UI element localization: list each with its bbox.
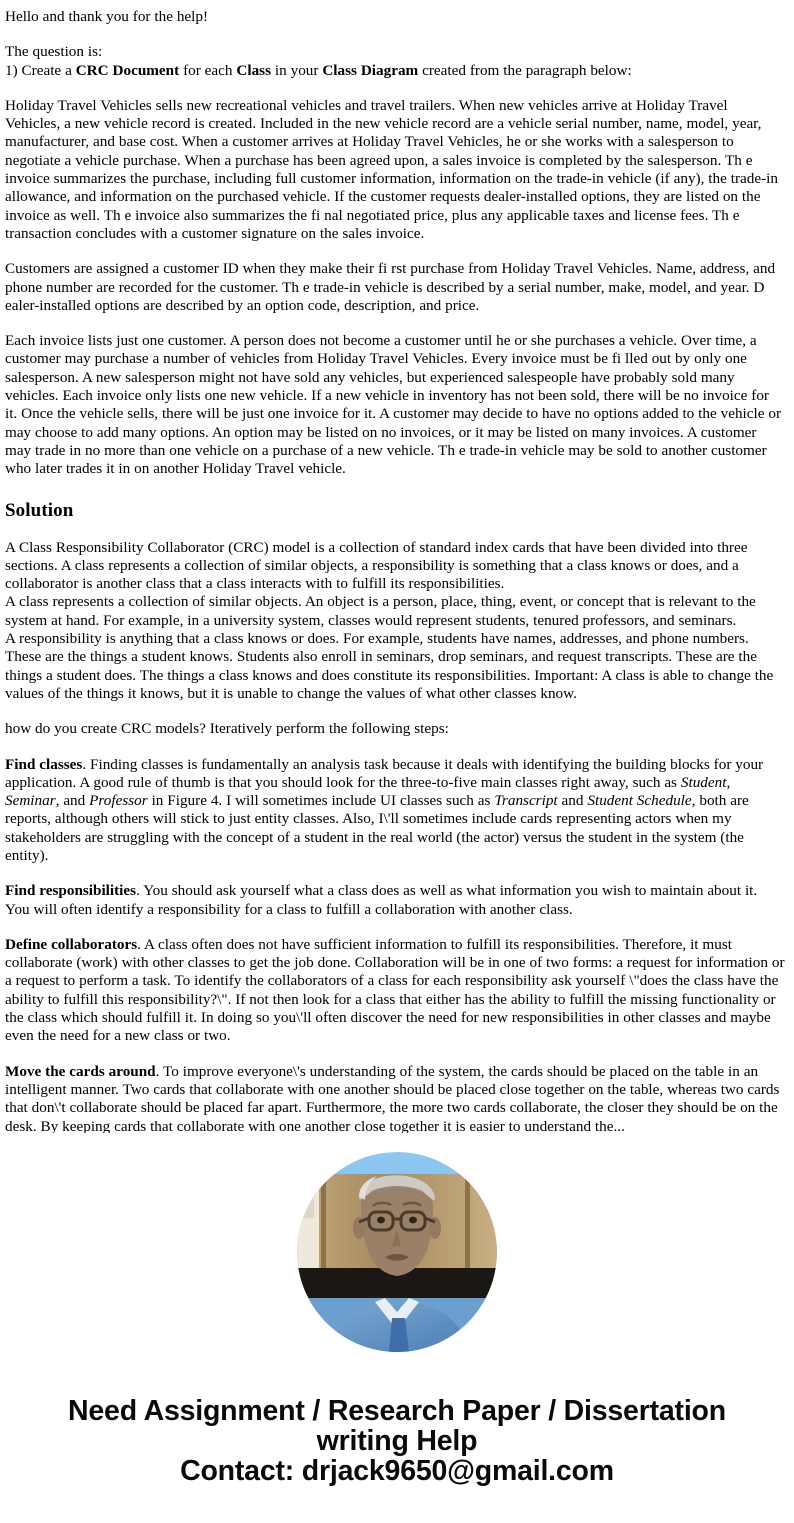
question-bold-class: Class bbox=[236, 61, 271, 79]
profile-photo-icon bbox=[297, 1152, 497, 1352]
question-bold-crc-document: CRC Document bbox=[75, 61, 180, 79]
solution-paragraph-3: A responsibility is anything that a class knows or does. For example, students have names, addresses, and phone numbers. These are the things a student knows. Students also enroll in seminars, drop seminars, and request transcripts. These are the things a student does. The things a class knows and does constitute its responsibilities. Important: A class is able to change the values of the things it knows, but it is unable to change the values of what other classes know. bbox=[5, 630, 774, 702]
class-name-student-schedule: Student Schedule bbox=[587, 792, 692, 810]
step-move-the-cards-around bbox=[5, 1063, 785, 1133]
class-name-seminar: Seminar bbox=[5, 792, 56, 810]
cta-line-3: Contact: drjack9650@gmail.com bbox=[180, 1455, 614, 1487]
class-name-transcript: Transcript bbox=[494, 792, 558, 810]
solution-heading: Solution bbox=[5, 499, 74, 521]
question-bold-class-diagram: Class Diagram bbox=[322, 61, 419, 79]
scenario-paragraph-2: Customers are assigned a customer ID when they make their fi rst purchase from Holiday Travel Vehicles. Name, address, and phone number are recorded for the customer. Th e trade-in vehicle is described by a serial number, make, model, and year. D ealer-installed options are described by an option code, description, and price. bbox=[5, 260, 776, 314]
step-define-collaborators bbox=[5, 936, 785, 1046]
greeting-paragraph: Hello and thank you for the help! bbox=[5, 8, 209, 25]
question-paragraph bbox=[5, 43, 785, 80]
question-intro: The question is: bbox=[5, 43, 103, 61]
step-find-responsibilities-text: . You should ask yourself what a class does as well as what information you wish to maintain about it. You will often identify a responsibility for a class to fulfill a collaboration with another class. bbox=[5, 882, 758, 918]
step-find-responsibilities bbox=[5, 882, 785, 919]
solution-paragraph-2: A class represents a collection of similar objects. An object is a person, place, thing, event, or concept that is relevant to the system at hand. For example, in a university system, classes would represent students, tenured professors, and seminars. bbox=[5, 593, 756, 629]
class-name-professor: Professor bbox=[89, 792, 148, 810]
step-find-responsibilities-title: Find responsibilities bbox=[5, 882, 137, 900]
step-find-classes-title: Find classes bbox=[5, 755, 83, 773]
avatar bbox=[297, 1152, 497, 1352]
cta-line-1: Need Assignment / Research Paper / Dissertation bbox=[68, 1395, 726, 1427]
question-suffix: created from the paragraph below: bbox=[418, 61, 632, 79]
step-move-the-cards-around-title: Move the cards around bbox=[5, 1062, 156, 1080]
step-define-collaborators-title: Define collaborators bbox=[5, 935, 138, 953]
class-name-student: Student bbox=[680, 773, 727, 791]
solution-paragraph-1: A Class Responsibility Collaborator (CRC) model is a collection of standard index cards that have been divided into three sections. A class represents a collection of similar objects, a responsibility is something that a class knows or does, and a collaborator is another class that a class interacts with to fulfill its responsibilities. bbox=[5, 538, 748, 593]
avatar-container bbox=[0, 1152, 794, 1362]
step-find-classes-sep-3: in Figure 4. I will sometimes include UI classes such as bbox=[147, 792, 495, 810]
step-move-the-cards-around-text: . To improve everyone\'s understanding of the system, the cards should be placed on the table in an intelligent manner. Two cards that collaborate with one another should be placed close together on the table, whereas two cards that don\'t collaborate should be placed far apart. Furthermore, the more two cards collaborate, the closer they should be on the desk. By keeping cards that collaborate with one another close together it is easier to understand the... bbox=[5, 1062, 780, 1133]
step-define-collaborators-text: . A class often does not have sufficient information to fulfill its responsibilities. Therefore, it must collaborate (work) with other classes to get the job done. Collaboration will be in one of two forms: a request for information or a request to perform a task. To identify the collaborators of a class for each responsibility ask yourself \"does the class have the ability to fulfill this responsibility?\". If not then look for a class that either has the ability to fulfill the missing functionality or the class which should fulfill it. In doing so you\'ll often discover the need for new responsibilities in other classes and maybe even the need for a new class or two. bbox=[5, 935, 785, 1045]
step-find-classes-sep-1: , bbox=[726, 773, 731, 791]
step-find-classes-text-b: , both are reports, although others will stick to just entity classes. Also, I\'ll sometimes include cards representing actors when my stakeholders are struggling with the concept of a student in the real world (the actor) versus the student in the system (the entity). bbox=[5, 792, 749, 864]
steps-intro-paragraph: how do you create CRC models? Iteratively perform the following steps: bbox=[5, 720, 449, 738]
cta-line-2: writing Help bbox=[316, 1425, 478, 1457]
step-find-classes-sep-2: , and bbox=[55, 792, 90, 810]
question-mid-1: for each bbox=[179, 61, 237, 79]
question-prefix: 1) Create a bbox=[5, 61, 76, 79]
scenario-paragraph-3: Each invoice lists just one customer. A person does not become a customer until he or she purchases a vehicle. Over time, a customer may purchase a number of vehicles from Holiday Travel Vehicles. Every invoice must be fi lled out by only one salesperson. A new salesperson might not have sold any vehicles, but experienced salespeople have probably sold many vehicles. Each invoice only lists one new vehicle. If a new vehicle in inventory has not been sold, there will be no invoice for it. Once the vehicle sells, there will be just one invoice for it. A customer may decide to have no options added to the vehicle or may choose to add many options. An option may be listed on no invoices, or it may be listed on many invoices. A customer may trade in no more than one vehicle on a purchase of a new vehicle. Th e trade-in vehicle may be sold to another customer who later trades it in on another Holiday Travel vehicle. bbox=[5, 332, 782, 478]
step-find-classes bbox=[5, 756, 785, 866]
step-find-classes-sep-4: and bbox=[557, 792, 588, 810]
scenario-paragraph-1: Holiday Travel Vehicles sells new recreational vehicles and travel trailers. When new vehicles arrive at Holiday Travel Vehicles, a new vehicle record is created. Included in the new vehicle record are a vehicle serial number, name, model, year, manufacturer, and base cost. When a customer arrives at Holiday Travel Vehicles, he or she works with a salesperson to negotiate a vehicle purchase. When a purchase has been agreed upon, a sales invoice is completed by the salesperson. Th e invoice summarizes the purchase, including full customer information, information on the trade-in vehicle (if any), the trade-in allowance, and information on the purchased vehicle. If the customer requests dealer-installed options, they are listed on the invoice as well. Th e invoice also summarizes the fi nal negotiated price, plus any applicable taxes and license fees. Th e transaction concludes with a customer signature on the sales invoice. bbox=[5, 96, 778, 242]
contact-cta bbox=[0, 1396, 794, 1486]
step-find-classes-text-a: . Finding classes is fundamentally an analysis task because it deals with identifying the building blocks for your application. A good rule of thumb is that you should look for the three-to-five main classes right away, such as bbox=[5, 755, 764, 791]
question-mid-2: in your bbox=[271, 61, 323, 79]
